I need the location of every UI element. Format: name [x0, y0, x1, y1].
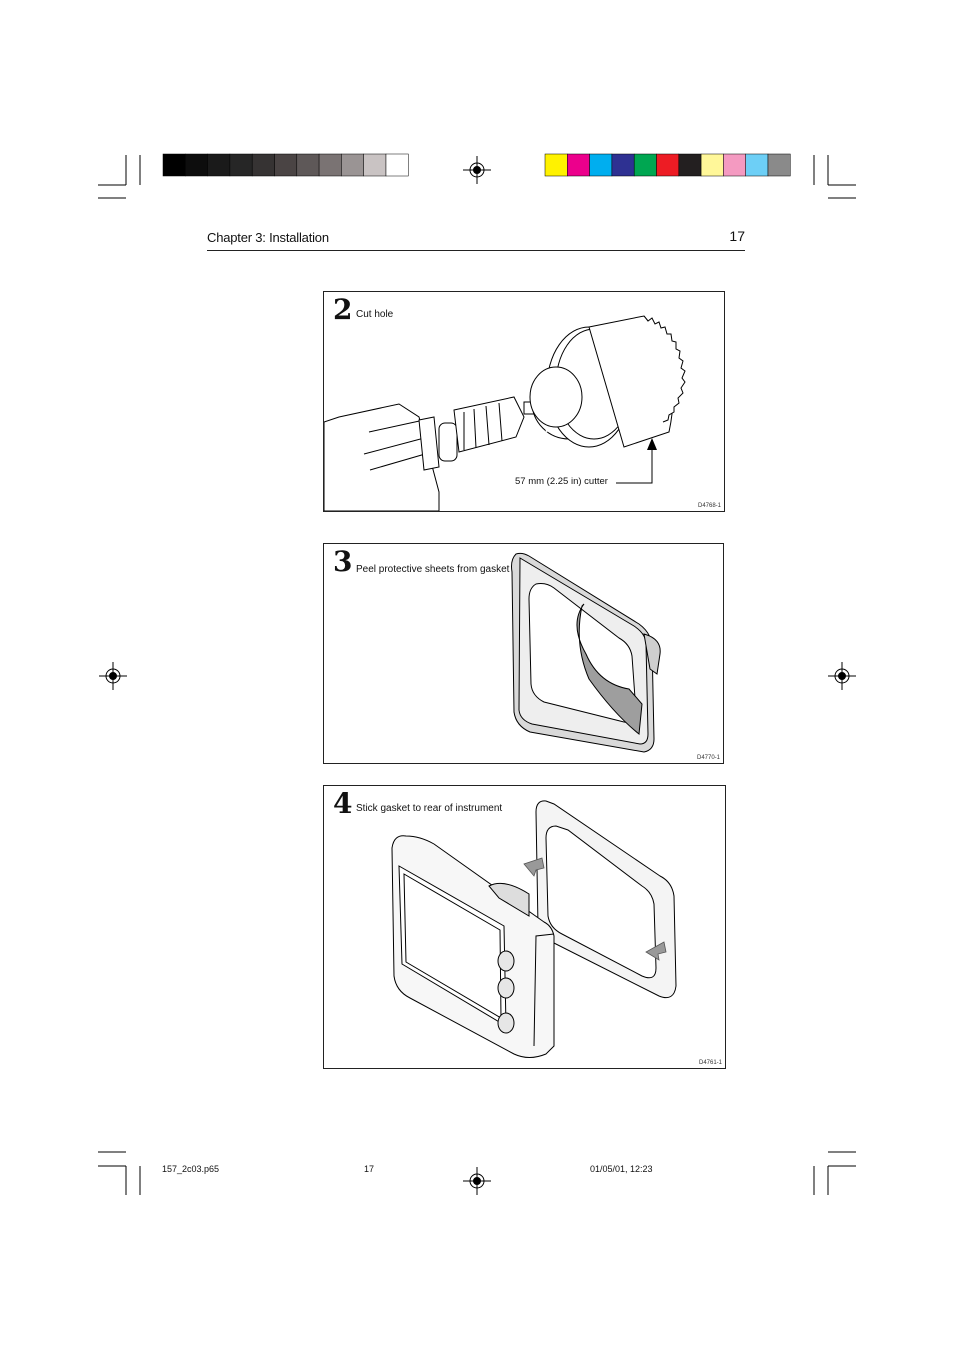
- calibration-swatch: [657, 154, 679, 176]
- gasket-peel-illustration: [324, 544, 723, 763]
- registration-mark-icon: [99, 662, 127, 690]
- step-number: 2: [333, 293, 353, 326]
- calibration-swatch: [275, 154, 297, 176]
- footer-page: 17: [364, 1164, 375, 1174]
- calibration-swatch: [185, 154, 207, 176]
- gray-calibration-bar: [163, 154, 408, 176]
- calibration-swatch: [297, 154, 319, 176]
- calibration-swatch: [590, 154, 612, 176]
- calibration-swatch: [545, 154, 567, 176]
- calibration-swatch: [163, 154, 185, 176]
- registration-mark-icon: [828, 662, 856, 690]
- calibration-swatch: [341, 154, 363, 176]
- calibration-swatch: [746, 154, 768, 176]
- calibration-swatch: [701, 154, 723, 176]
- calibration-swatch: [386, 154, 408, 176]
- calibration-swatch: [768, 154, 790, 176]
- registration-mark-icon: [463, 156, 491, 184]
- figure-panel-peel-sheets: [323, 543, 724, 764]
- color-calibration-bar: [545, 154, 790, 176]
- figure-id: D4761-1: [698, 1060, 722, 1066]
- calibration-swatch: [230, 154, 252, 176]
- page-number: 17: [729, 228, 745, 244]
- calibration-swatch: [723, 154, 745, 176]
- step-number: 3: [333, 545, 353, 578]
- figure-id: D4768-1: [697, 503, 721, 509]
- figure-panel-stick-gasket: [323, 785, 726, 1069]
- cutter-callout: 57 mm (2.25 in) cutter: [515, 476, 608, 487]
- registration-mark-icon: [463, 1167, 491, 1195]
- calibration-swatch: [567, 154, 589, 176]
- footer-datetime: 01/05/01, 12:23: [590, 1164, 653, 1174]
- calibration-swatch: [364, 154, 386, 176]
- step-caption: Stick gasket to rear of instrument: [356, 803, 503, 814]
- figure-panel-cut-hole: [323, 291, 725, 512]
- calibration-swatch: [634, 154, 656, 176]
- calibration-swatch: [679, 154, 701, 176]
- calibration-swatch: [612, 154, 634, 176]
- calibration-swatch: [252, 154, 274, 176]
- instrument-gasket-illustration: [324, 786, 725, 1068]
- step-caption: Cut hole: [356, 309, 394, 320]
- page-header: [207, 228, 745, 251]
- chapter-title: Chapter 3: Installation: [207, 230, 329, 245]
- step-caption: Peel protective sheets from gasket: [356, 564, 510, 575]
- footer-file: 157_2c03.p65: [162, 1164, 220, 1174]
- calibration-swatch: [208, 154, 230, 176]
- step-number: 4: [333, 787, 353, 820]
- calibration-swatch: [319, 154, 341, 176]
- figure-id: D4770-1: [696, 755, 720, 761]
